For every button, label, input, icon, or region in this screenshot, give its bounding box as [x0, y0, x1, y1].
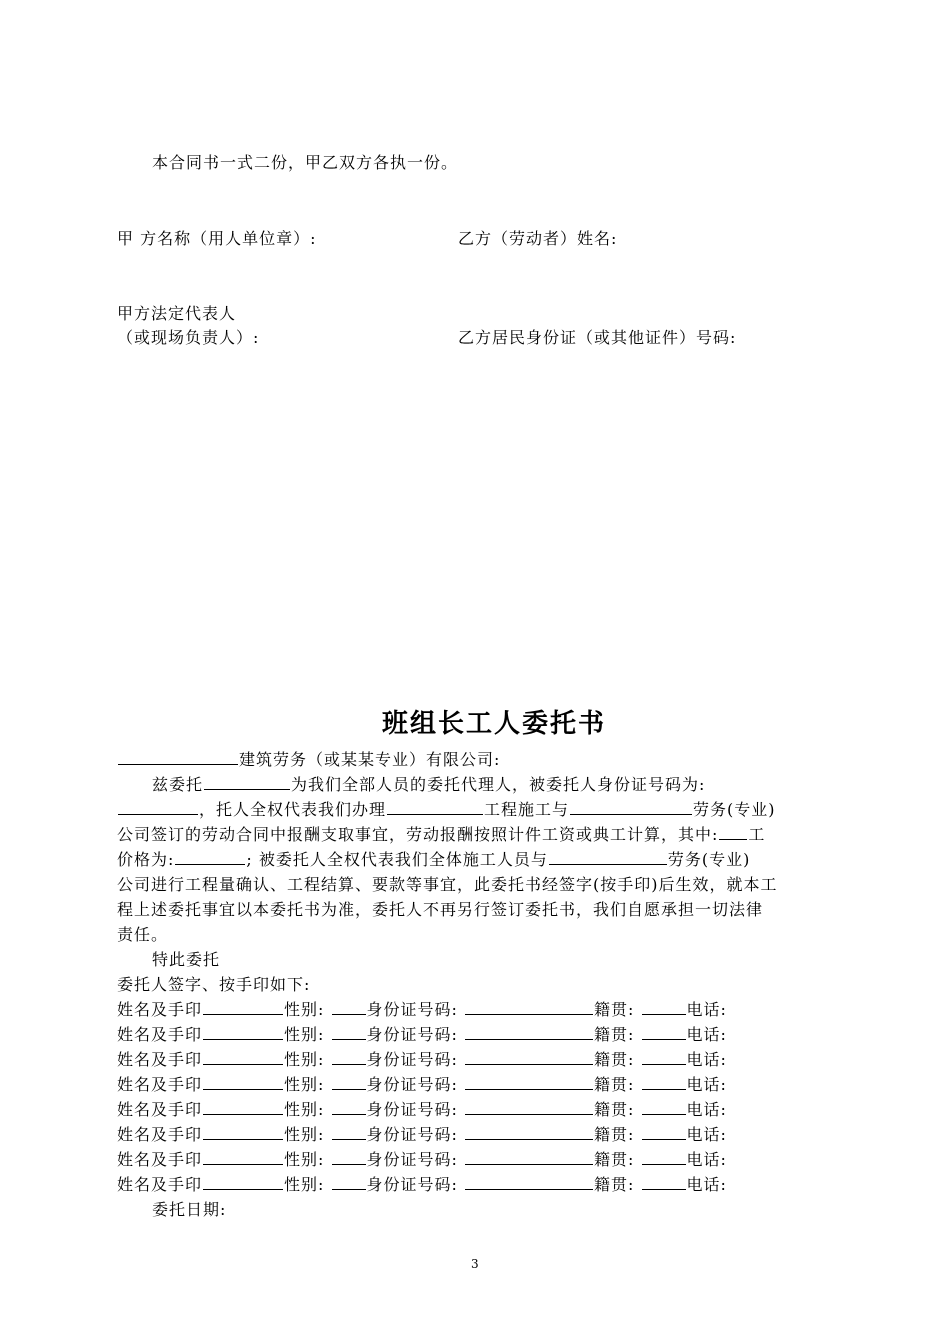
agent-id-blank	[118, 798, 198, 815]
name-blank	[203, 1173, 283, 1190]
id-label: 身份证号码:	[366, 1075, 458, 1094]
special-entrust: 特此委托	[152, 950, 221, 969]
signer-row	[117, 1047, 727, 1070]
name-label: 姓名及手印	[117, 1075, 203, 1094]
name-blank	[203, 1123, 283, 1140]
project-blank	[387, 798, 483, 815]
signers-intro: 委托人签字、按手印如下:	[117, 975, 311, 994]
gender-label: 性别:	[284, 1150, 325, 1169]
origin-label: 籍贯:	[594, 1100, 635, 1119]
id-label: 身份证号码:	[366, 1125, 458, 1144]
id-label: 身份证号码:	[366, 1100, 458, 1119]
paragraph-line-3	[117, 822, 765, 845]
paragraph-line-4	[117, 847, 750, 870]
paragraph-line-5: 公司进行工程量确认、工程结算、要款等事宜，此委托书经签字(按手印)后生效，就本工	[117, 875, 778, 894]
name-label: 姓名及手印	[117, 1050, 203, 1069]
origin-blank	[642, 1023, 686, 1040]
origin-label: 籍贯:	[594, 1125, 635, 1144]
signer-row	[117, 1072, 727, 1095]
gender-label: 性别:	[284, 1125, 325, 1144]
id-blank	[465, 1173, 593, 1190]
name-blank	[203, 1098, 283, 1115]
company-blank	[118, 748, 238, 765]
party-a-rep-label: 甲方法定代表人	[117, 304, 237, 323]
signer-row	[117, 1122, 727, 1145]
price-blank	[175, 848, 245, 865]
paragraph-line-7: 责任。	[117, 925, 169, 944]
party-b-id-label: 乙方居民身份证（或其他证件）号码:	[458, 328, 737, 347]
gender-blank	[332, 1073, 366, 1090]
gender-label: 性别:	[284, 1050, 325, 1069]
name-blank	[203, 1073, 283, 1090]
p3-text-a: 公司签订的劳动合同中报酬支取事宜，劳动报酬按照计件工资或典工计算，其中:	[117, 825, 719, 844]
id-blank	[465, 998, 593, 1015]
name-label: 姓名及手印	[117, 1125, 203, 1144]
origin-blank	[642, 1048, 686, 1065]
party-b-name-label: 乙方（劳动者）姓名:	[458, 229, 618, 248]
origin-label: 籍贯:	[594, 1025, 635, 1044]
gender-blank	[332, 1048, 366, 1065]
gender-label: 性别:	[284, 1075, 325, 1094]
gender-label: 性别:	[284, 1100, 325, 1119]
signer-row	[117, 1097, 727, 1120]
id-label: 身份证号码:	[366, 1050, 458, 1069]
paragraph-line-1	[152, 772, 705, 795]
p1-text-a: 兹委托	[152, 775, 204, 794]
origin-blank	[642, 1098, 686, 1115]
paragraph-line-2	[117, 797, 776, 820]
page-number: 3	[471, 1257, 479, 1271]
origin-blank	[642, 1123, 686, 1140]
origin-label: 籍贯:	[594, 1150, 635, 1169]
name-label: 姓名及手印	[117, 1150, 203, 1169]
id-blank	[465, 1048, 593, 1065]
gender-blank	[332, 1098, 366, 1115]
copies-statement: 本合同书一式二份，甲乙双方各执一份。	[152, 153, 459, 172]
origin-blank	[642, 998, 686, 1015]
signer-row	[117, 1022, 727, 1045]
p4-text-a: 价格为:	[117, 850, 175, 869]
phone-label: 电话:	[686, 1175, 727, 1194]
phone-label: 电话:	[686, 1100, 727, 1119]
gender-blank	[332, 1173, 366, 1190]
origin-label: 籍贯:	[594, 1000, 635, 1019]
origin-blank	[642, 1173, 686, 1190]
id-label: 身份证号码:	[366, 1000, 458, 1019]
id-blank	[465, 1123, 593, 1140]
addressee-text: 建筑劳务（或某某专业）有限公司:	[239, 750, 501, 769]
name-blank	[203, 1048, 283, 1065]
id-label: 身份证号码:	[366, 1175, 458, 1194]
name-label: 姓名及手印	[117, 1175, 203, 1194]
origin-label: 籍贯:	[594, 1175, 635, 1194]
name-blank	[203, 1023, 283, 1040]
origin-label: 籍贯:	[594, 1075, 635, 1094]
work-type-blank	[719, 823, 747, 840]
id-blank	[465, 1073, 593, 1090]
phone-label: 电话:	[686, 1150, 727, 1169]
gender-label: 性别:	[284, 1175, 325, 1194]
name-label: 姓名及手印	[117, 1100, 203, 1119]
addressee-line	[117, 747, 500, 770]
signer-row	[117, 1147, 727, 1170]
signer-row	[117, 997, 727, 1020]
gender-blank	[332, 1148, 366, 1165]
p4-text-b: ; 被委托人全权代表我们全体施工人员与	[246, 850, 548, 869]
labor-company-blank	[570, 798, 692, 815]
id-label: 身份证号码:	[366, 1150, 458, 1169]
paragraph-line-6: 程上述委托事宜以本委托书为准，委托人不再另行签订委托书，我们自愿承担一切法律	[117, 900, 764, 919]
phone-label: 电话:	[686, 1000, 727, 1019]
signer-row	[117, 1172, 727, 1195]
p2-text-c: 劳务(专业)	[693, 800, 776, 819]
id-blank	[465, 1148, 593, 1165]
gender-blank	[332, 1023, 366, 1040]
phone-label: 电话:	[686, 1075, 727, 1094]
party-a-name-label: 甲 方名称（用人单位章）:	[117, 229, 317, 248]
p1-text-b: 为我们全部人员的委托代理人，被委托人身份证号码为:	[291, 775, 706, 794]
id-blank	[465, 1098, 593, 1115]
id-label: 身份证号码:	[366, 1025, 458, 1044]
gender-blank	[332, 998, 366, 1015]
phone-label: 电话:	[686, 1050, 727, 1069]
date-label: 委托日期:	[152, 1200, 227, 1219]
letter-title: 班组长工人委托书	[382, 709, 607, 739]
party-a-rep-label-sub: （或现场负责人）:	[117, 328, 260, 347]
gender-label: 性别:	[284, 1000, 325, 1019]
name-label: 姓名及手印	[117, 1025, 203, 1044]
id-blank	[465, 1023, 593, 1040]
p2-text-b: 工程施工与	[484, 800, 570, 819]
agent-name-blank	[204, 773, 290, 790]
gender-blank	[332, 1123, 366, 1140]
name-blank	[203, 1148, 283, 1165]
name-label: 姓名及手印	[117, 1000, 203, 1019]
name-blank	[203, 998, 283, 1015]
p4-text-c: 劳务(专业)	[667, 850, 751, 869]
gender-label: 性别:	[284, 1025, 325, 1044]
origin-blank	[642, 1148, 686, 1165]
origin-blank	[642, 1073, 686, 1090]
phone-label: 电话:	[686, 1025, 727, 1044]
p2-text-a: ，托人全权代表我们办理	[199, 800, 387, 819]
p3-text-b: 工	[748, 825, 766, 844]
phone-label: 电话:	[686, 1125, 727, 1144]
labor-company-blank-2	[549, 848, 667, 865]
origin-label: 籍贯:	[594, 1050, 635, 1069]
